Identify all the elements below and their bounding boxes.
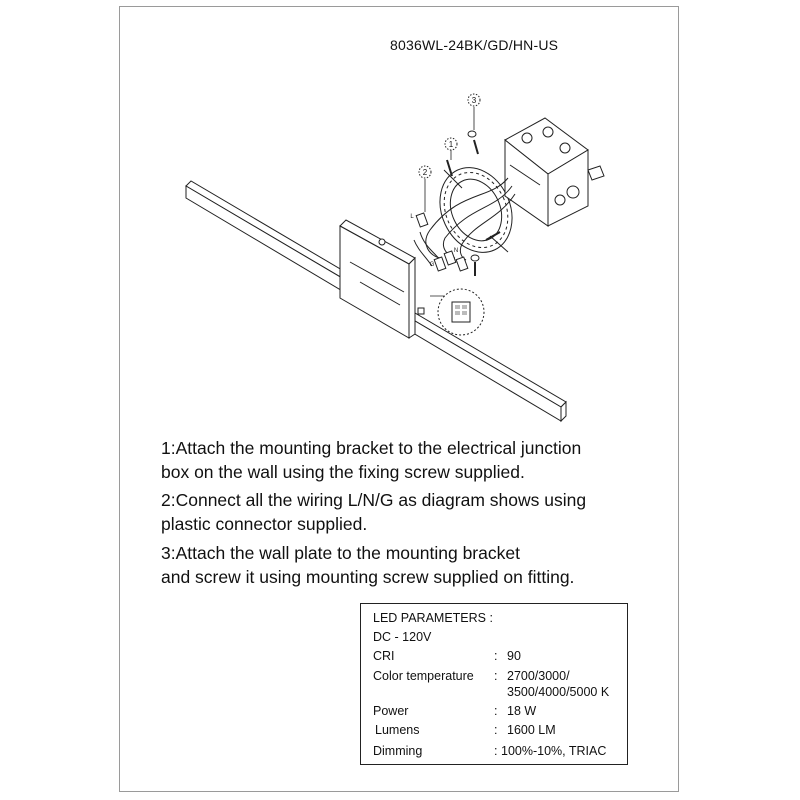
instruction-step — [161, 541, 574, 589]
callout-label: 3 — [471, 96, 477, 105]
param-value: 3500/4000/5000 K — [507, 685, 610, 699]
instruction-line: plastic connector supplied. — [161, 514, 368, 534]
param-value: 1600 LM — [507, 723, 556, 737]
led-parameters-box — [360, 603, 628, 765]
param-label: Power — [373, 704, 409, 718]
param-value: 2700/3000/ — [507, 669, 570, 683]
instruction-line: 2:Connect all the wiring L/N/G as diagram shows using — [161, 490, 587, 510]
instruction-step — [161, 436, 581, 484]
param-label: CRI — [373, 649, 395, 663]
voltage-value: DC - 120V — [373, 630, 432, 644]
instruction-line: 3:Attach the wall plate to the mounting bracket — [161, 543, 520, 563]
param-label: Dimming — [373, 744, 423, 758]
wall-plate — [340, 220, 415, 338]
instruction-line: 1:Attach the mounting bracket to the electrical junction — [161, 438, 582, 458]
wire-label: G — [429, 262, 435, 268]
installation-diagram — [170, 90, 630, 430]
param-separator: : — [494, 704, 498, 718]
instruction-line: box on the wall using the fixing screw supplied. — [161, 462, 525, 482]
param-separator: : — [494, 669, 498, 683]
wire-label: N — [453, 248, 459, 254]
wire-label: L — [410, 214, 414, 220]
param-value: 18 W — [507, 704, 537, 718]
param-separator: : — [494, 723, 498, 737]
param-separator: : — [494, 649, 498, 663]
instruction-step — [161, 488, 586, 536]
junction-box — [505, 118, 604, 226]
callout-label: 1 — [448, 140, 454, 149]
parameters-heading: LED PARAMETERS : — [373, 611, 493, 625]
callout-label: 2 — [422, 168, 428, 177]
param-value: 100%-10%, TRIAC — [501, 744, 607, 758]
instruction-line: and screw it using mounting screw supplied on fitting. — [161, 567, 575, 587]
param-value: 90 — [507, 649, 521, 663]
param-label: Lumens — [375, 723, 420, 737]
param-separator: : — [494, 744, 498, 758]
model-number: 8036WL-24BK/GD/HN-US — [390, 37, 559, 53]
param-label: Color temperature — [373, 669, 474, 683]
